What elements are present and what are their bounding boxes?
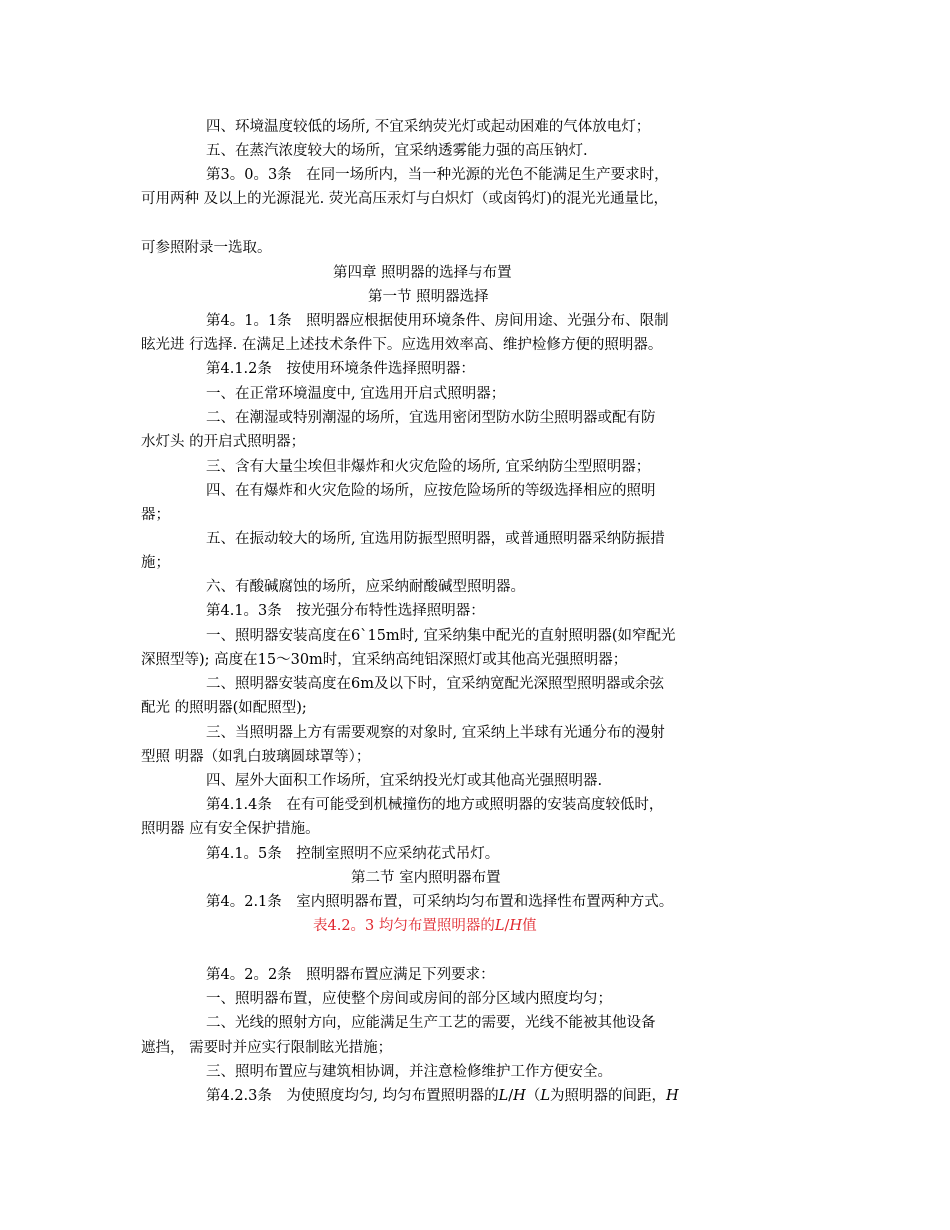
text-line: 第4。1。1条 照明器应根据使用环境条件、房间用途、光强分布、限制 <box>206 313 669 329</box>
text-line: 第4.1。5条 控制室照明不应采纳花式吊灯。 <box>206 846 500 862</box>
last-line-l2: L <box>540 1088 550 1104</box>
text-line: 二、照明器安装高度在6m及以下时，宜采纳宽配光深照型照明器或余弦 <box>206 676 664 692</box>
text-line: 三、照明布置应与建筑相协调，并注意检修维护工作方便安全。 <box>206 1064 612 1080</box>
text-line: 照明器 应有安全保护措施。 <box>141 821 320 837</box>
table-caption-suffix: 值 <box>522 918 537 934</box>
text-line: 一、在正常环境温度中, 宜选用开启式照明器； <box>206 386 506 402</box>
text-line: 第4.1。3条 按光强分布特性选择照明器： <box>206 603 485 619</box>
text-line: 二、在潮湿或特别潮湿的场所，宜选用密闭型防水防尘照明器或配有防 <box>206 410 656 426</box>
text-line: 一、照明器布置，应使整个房间或房间的部分区域内照度均匀； <box>206 991 612 1007</box>
text-line: 第4。2.1条 室内照明器布置，可采纳均匀布置和选择性布置两种方式。 <box>206 894 674 910</box>
section-title: 第一节 照明器选择 <box>368 289 489 305</box>
text-line: 四、屋外大面积工作场所，宜采纳投光灯或其他高光强照明器. <box>206 773 603 789</box>
text-line: 六、有酸碱腐蚀的场所，应采纳耐酸碱型照明器。 <box>206 579 525 595</box>
text-line: 可用两种 及以上的光源混光. 荧光高压汞灯与白炽灯（或卤钨灯)的混光光通量比， <box>141 191 668 207</box>
text-line: 一、照明器安装高度在6`15m时, 宜采纳集中配光的直射照明器(如窄配光 <box>206 628 676 644</box>
text-line: 水灯头 的开启式照明器； <box>141 434 306 450</box>
text-line: 可参照附录一选取。 <box>141 240 272 256</box>
text-line: 配光 的照明器(如配照型); <box>141 700 307 716</box>
text-line: 四、在有爆炸和火灾危险的场所，应按危险场所的等级选择相应的照明 <box>206 483 656 499</box>
last-line-h: H <box>513 1088 526 1104</box>
last-line-l: L <box>498 1088 509 1104</box>
text-line: 遮挡， 需要时并应实行限制眩光措施； <box>141 1040 393 1056</box>
table-caption-h: H <box>509 918 523 934</box>
last-line-part3: 为照明器的间距， <box>549 1088 666 1104</box>
text-line: 二、光线的照射方向，应能满足生产工艺的需要，光线不能被其他设备 <box>206 1015 656 1031</box>
last-line-part1: 第4.2.3条 为使照度均匀, 均匀布置照明器的 <box>206 1088 499 1104</box>
text-line: 深照型等); 高度在15～30m时，宜采纳高纯铝深照灯或其他高光强照明器； <box>141 652 628 668</box>
text-line: 第4.1.4条 在有可能受到机械撞伤的地方或照明器的安装高度较低时， <box>206 797 664 813</box>
table-caption <box>313 917 537 935</box>
text-line: 三、含有大量尘埃但非爆炸和火灾危险的场所, 宜采纳防尘型照明器； <box>206 459 651 475</box>
table-caption-slash: / <box>504 918 510 934</box>
text-line: 五、在振动较大的场所, 宜选用防振型照明器，或普通照明器采纳防振措 <box>206 531 665 547</box>
text-line: 四、环境温度较低的场所, 不宜采纳荧光灯或起动困难的气体放电灯； <box>206 119 651 135</box>
text-line: 施； <box>141 555 170 571</box>
text-line: 型照 明器（如乳白玻璃圆球罩等）； <box>141 749 371 765</box>
last-line-part2: （ <box>525 1088 541 1104</box>
last-line-h2: H <box>665 1088 679 1104</box>
text-line: 三、当照明器上方有需要观察的对象时, 宜采纳上半球有光通分布的漫射 <box>206 725 665 741</box>
chapter-title: 第四章 照明器的选择与布置 <box>333 265 512 281</box>
last-line-slash: / <box>508 1088 514 1104</box>
text-line: 眩光进 行选择. 在满足上述技术条件下。应选用效率高、维护检修方便的照明器。 <box>141 337 663 353</box>
section-title: 第二节 室内照明器布置 <box>351 870 501 886</box>
table-caption-l: L <box>494 918 505 934</box>
text-line: 第4.1.2条 按使用环境条件选择照明器： <box>206 361 475 377</box>
text-line-last <box>206 1087 679 1105</box>
text-line: 第4。2。2条 照明器布置应满足下列要求： <box>206 967 495 983</box>
text-line: 器； <box>141 507 170 523</box>
text-line: 第3。0。3条 在同一场所内，当一种光源的光色不能满足生产要求时， <box>206 167 669 183</box>
text-line: 五、在蒸汽浓度较大的场所，宜采纳透雾能力强的高压钠灯. <box>206 143 588 159</box>
table-caption-prefix: 表4.2。3 均匀布置照明器的 <box>313 918 495 934</box>
